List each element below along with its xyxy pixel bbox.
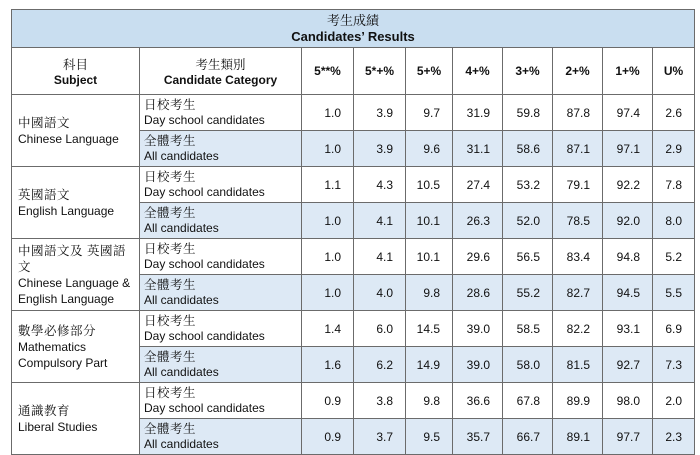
value-cell: 82.7 — [553, 275, 603, 311]
header-grade: 2+% — [553, 48, 603, 95]
value-cell: 3.8 — [354, 383, 406, 419]
value-cell: 0.9 — [302, 383, 354, 419]
subject-cell — [12, 167, 140, 239]
value-cell: 29.6 — [453, 239, 503, 275]
header-category-zh: 考生類別 — [195, 58, 246, 72]
value-cell: 27.4 — [453, 167, 503, 203]
value-cell: 1.4 — [302, 311, 354, 347]
category-zh: 日校考生 — [144, 97, 197, 112]
value-cell: 2.0 — [653, 383, 695, 419]
value-cell: 5.2 — [653, 239, 695, 275]
value-cell: 1.0 — [302, 239, 354, 275]
value-cell: 53.2 — [503, 167, 553, 203]
value-cell: 8.0 — [653, 203, 695, 239]
header-subject-en: Subject — [53, 73, 98, 87]
results-table-container — [11, 9, 694, 455]
value-cell: 87.1 — [553, 131, 603, 167]
value-cell: 4.3 — [354, 167, 406, 203]
value-cell: 58.5 — [503, 311, 553, 347]
category-zh: 全體考生 — [144, 277, 197, 292]
results-table — [11, 9, 695, 455]
category-en: All candidates — [144, 364, 219, 379]
value-cell: 6.0 — [354, 311, 406, 347]
value-cell: 81.5 — [553, 347, 603, 383]
value-cell: 7.8 — [653, 167, 695, 203]
category-zh: 日校考生 — [144, 169, 197, 184]
value-cell: 93.1 — [603, 311, 653, 347]
value-cell: 28.6 — [453, 275, 503, 311]
header-row — [12, 48, 695, 95]
value-cell: 87.8 — [553, 95, 603, 131]
category-en: All candidates — [144, 436, 219, 451]
value-cell: 9.8 — [406, 275, 453, 311]
value-cell: 2.9 — [653, 131, 695, 167]
value-cell: 35.7 — [453, 419, 503, 455]
category-cell — [140, 347, 302, 383]
subject-name-zh: 中國語文 — [18, 115, 71, 130]
table-row — [12, 95, 695, 131]
value-cell: 2.6 — [653, 95, 695, 131]
category-zh: 全體考生 — [144, 421, 197, 436]
category-cell — [140, 239, 302, 275]
category-cell — [140, 383, 302, 419]
value-cell: 92.2 — [603, 167, 653, 203]
value-cell: 36.6 — [453, 383, 503, 419]
value-cell: 94.8 — [603, 239, 653, 275]
category-en: All candidates — [144, 220, 219, 235]
value-cell: 1.6 — [302, 347, 354, 383]
header-subject — [12, 48, 140, 95]
value-cell: 6.9 — [653, 311, 695, 347]
category-en: Day school candidates — [144, 184, 265, 199]
value-cell: 4.1 — [354, 203, 406, 239]
value-cell: 58.0 — [503, 347, 553, 383]
category-en: Day school candidates — [144, 256, 265, 271]
table-row — [12, 167, 695, 203]
value-cell: 97.4 — [603, 95, 653, 131]
category-zh: 日校考生 — [144, 313, 197, 328]
value-cell: 4.1 — [354, 239, 406, 275]
value-cell: 94.5 — [603, 275, 653, 311]
category-en: Day school candidates — [144, 112, 265, 127]
category-en: Day school candidates — [144, 328, 265, 343]
value-cell: 89.1 — [553, 419, 603, 455]
value-cell: 9.8 — [406, 383, 453, 419]
value-cell: 83.4 — [553, 239, 603, 275]
value-cell: 67.8 — [503, 383, 553, 419]
subject-cell — [12, 95, 140, 167]
value-cell: 3.9 — [354, 131, 406, 167]
table-row — [12, 239, 695, 275]
subject-name-en: English Language — [18, 203, 115, 218]
value-cell: 0.9 — [302, 419, 354, 455]
value-cell: 82.2 — [553, 311, 603, 347]
header-grade: 5+% — [406, 48, 453, 95]
subject-name-en: Chinese Language — [18, 131, 119, 146]
value-cell: 78.5 — [553, 203, 603, 239]
title-en: Candidates’ Results — [291, 28, 415, 44]
value-cell: 52.0 — [503, 203, 553, 239]
category-cell — [140, 95, 302, 131]
value-cell: 92.7 — [603, 347, 653, 383]
value-cell: 14.9 — [406, 347, 453, 383]
value-cell: 39.0 — [453, 347, 503, 383]
title-row — [12, 10, 695, 48]
value-cell: 79.1 — [553, 167, 603, 203]
value-cell: 3.9 — [354, 95, 406, 131]
value-cell: 6.2 — [354, 347, 406, 383]
value-cell: 97.7 — [603, 419, 653, 455]
value-cell: 31.9 — [453, 95, 503, 131]
value-cell: 55.2 — [503, 275, 553, 311]
subject-name-zh: 數學必修部分 — [18, 323, 97, 338]
value-cell: 9.6 — [406, 131, 453, 167]
subject-name-en: Mathematics Compulsory Part — [18, 339, 108, 370]
value-cell: 5.5 — [653, 275, 695, 311]
table-title — [12, 10, 695, 48]
value-cell: 4.0 — [354, 275, 406, 311]
subject-name-en: Chinese Language & English Language — [18, 275, 131, 306]
value-cell: 89.9 — [553, 383, 603, 419]
value-cell: 98.0 — [603, 383, 653, 419]
value-cell: 1.0 — [302, 95, 354, 131]
category-cell — [140, 275, 302, 311]
value-cell: 56.5 — [503, 239, 553, 275]
value-cell: 92.0 — [603, 203, 653, 239]
header-grade: U% — [653, 48, 695, 95]
value-cell: 10.5 — [406, 167, 453, 203]
value-cell: 1.0 — [302, 131, 354, 167]
subject-cell — [12, 311, 140, 383]
subject-cell — [12, 239, 140, 311]
category-cell — [140, 419, 302, 455]
value-cell: 58.6 — [503, 131, 553, 167]
header-category-en: Candidate Category — [163, 73, 278, 87]
header-subject-zh: 科目 — [62, 58, 88, 72]
table-row — [12, 311, 695, 347]
title-zh: 考生成績 — [327, 12, 380, 28]
value-cell: 59.8 — [503, 95, 553, 131]
value-cell: 1.1 — [302, 167, 354, 203]
subject-name-en: Liberal Studies — [18, 419, 98, 434]
header-grade: 1+% — [603, 48, 653, 95]
subject-name-zh: 通識教育 — [18, 403, 71, 418]
value-cell: 10.1 — [406, 203, 453, 239]
category-zh: 全體考生 — [144, 133, 197, 148]
category-zh: 日校考生 — [144, 385, 197, 400]
header-grade: 5**% — [302, 48, 354, 95]
header-grade: 3+% — [503, 48, 553, 95]
value-cell: 1.0 — [302, 203, 354, 239]
table-row — [12, 383, 695, 419]
subject-name-zh: 中國語文及 英國語文 — [18, 243, 126, 274]
category-cell — [140, 311, 302, 347]
category-en: All candidates — [144, 292, 219, 307]
header-category — [140, 48, 302, 95]
category-en: Day school candidates — [144, 400, 265, 415]
value-cell: 7.3 — [653, 347, 695, 383]
category-cell — [140, 167, 302, 203]
category-zh: 全體考生 — [144, 349, 197, 364]
category-zh: 全體考生 — [144, 205, 197, 220]
subject-cell — [12, 383, 140, 455]
subject-name-zh: 英國語文 — [18, 187, 71, 202]
value-cell: 3.7 — [354, 419, 406, 455]
category-cell — [140, 131, 302, 167]
value-cell: 31.1 — [453, 131, 503, 167]
value-cell: 26.3 — [453, 203, 503, 239]
value-cell: 97.1 — [603, 131, 653, 167]
category-cell — [140, 203, 302, 239]
value-cell: 66.7 — [503, 419, 553, 455]
category-en: All candidates — [144, 148, 219, 163]
value-cell: 9.5 — [406, 419, 453, 455]
category-zh: 日校考生 — [144, 241, 197, 256]
header-grade: 4+% — [453, 48, 503, 95]
value-cell: 10.1 — [406, 239, 453, 275]
value-cell: 39.0 — [453, 311, 503, 347]
value-cell: 1.0 — [302, 275, 354, 311]
value-cell: 2.3 — [653, 419, 695, 455]
results-body — [12, 95, 695, 455]
header-grade: 5*+% — [354, 48, 406, 95]
value-cell: 14.5 — [406, 311, 453, 347]
value-cell: 9.7 — [406, 95, 453, 131]
